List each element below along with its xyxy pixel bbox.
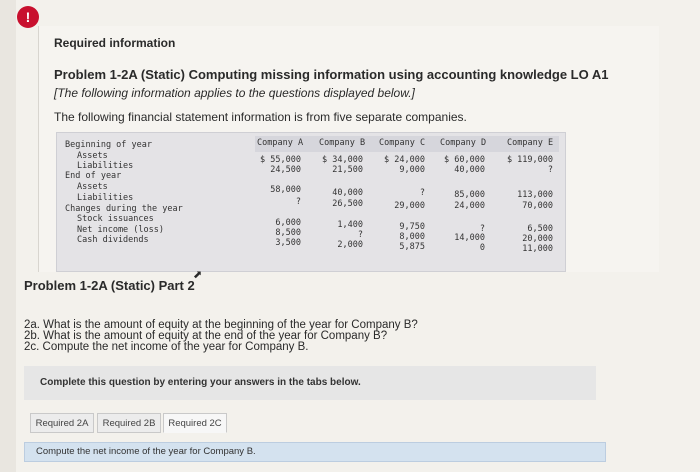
cell-net-income-b: ? [357, 230, 363, 240]
problem-title: Problem 1-2A (Static) Computing missing information using accounting knowledge LO A1 [54, 67, 609, 82]
row-label-changes: Changes during the year [65, 204, 183, 214]
cell-stock-e: 6,500 [527, 224, 553, 234]
cell-dividends-e: 11,000 [522, 244, 553, 254]
instruction-text: Complete this question by entering your answers in the tabs below. [40, 377, 361, 388]
cell-dividends-a: 3,500 [275, 238, 301, 248]
cell-dividends-d: 0 [479, 243, 485, 253]
cell-stock-b: 1,400 [337, 220, 363, 230]
row-label-end-assets: Assets [77, 182, 108, 192]
cell-begin-assets-a: $ 55,000 [260, 155, 301, 165]
cell-begin-assets-c: $ 24,000 [384, 155, 425, 165]
cell-end-assets-b: 40,000 [332, 188, 363, 198]
cell-begin-liab-e: ? [547, 165, 553, 175]
financial-data-table [56, 132, 566, 272]
answer-prompt-text: Compute the net income of the year for Company B. [36, 446, 256, 457]
tab-required-2b[interactable]: Required 2B [97, 413, 161, 433]
cell-net-income-d: 14,000 [454, 233, 485, 243]
cell-end-liab-c: 29,000 [394, 201, 425, 211]
cell-stock-a: 6,000 [275, 218, 301, 228]
row-label-stock: Stock issuances [77, 214, 154, 224]
cell-dividends-b: 2,000 [337, 240, 363, 250]
cell-net-income-e: 20,000 [522, 234, 553, 244]
row-label-beginning: Beginning of year [65, 140, 152, 150]
cell-end-liab-a: ? [295, 197, 301, 207]
cell-end-assets-d: 85,000 [454, 190, 485, 200]
alert-icon: ! [17, 6, 39, 28]
cell-begin-assets-d: $ 60,000 [444, 155, 485, 165]
cell-begin-assets-b: $ 34,000 [322, 155, 363, 165]
part-title: Problem 1-2A (Static) Part 2 [24, 278, 195, 293]
question-2a: 2a. What is the amount of equity at the beginning of the year for Company B? [24, 319, 418, 331]
cell-net-income-c: 8,000 [399, 232, 425, 242]
row-label-dividends: Cash dividends [77, 235, 149, 245]
mouse-cursor-icon: ⬈ [193, 269, 203, 281]
row-label-end: End of year [65, 171, 122, 181]
applies-note: [The following information applies to the questions displayed below.] [54, 86, 415, 100]
column-header-company-b: Company B [319, 138, 366, 148]
column-header-company-d: Company D [440, 138, 487, 148]
intro-text: The following financial statement information is from five separate companies. [54, 110, 467, 124]
cell-end-liab-e: 70,000 [522, 201, 553, 211]
row-label-end-liabilities: Liabilities [77, 193, 134, 203]
cell-begin-liab-d: 40,000 [454, 165, 485, 175]
column-header-company-c: Company C [379, 138, 426, 148]
cell-end-assets-c: ? [419, 188, 425, 198]
cell-begin-liab-a: 24,500 [270, 165, 301, 175]
cell-stock-d: ? [479, 224, 485, 234]
cell-end-assets-e: 113,000 [517, 190, 553, 200]
cell-begin-liab-c: 9,000 [399, 165, 425, 175]
required-information-heading: Required information [54, 36, 176, 50]
cell-begin-liab-b: 21,500 [332, 165, 363, 175]
cell-end-assets-a: 58,000 [270, 185, 301, 195]
row-label-net-income: Net income (loss) [77, 225, 164, 235]
cell-net-income-a: 8,500 [275, 228, 301, 238]
cell-stock-c: 9,750 [399, 222, 425, 232]
cell-begin-assets-e: $ 119,000 [506, 155, 553, 165]
column-header-company-a: Company A [257, 138, 304, 148]
tab-required-2a[interactable]: Required 2A [30, 413, 94, 433]
column-header-company-e: Company E [507, 138, 554, 148]
cell-end-liab-b: 26,500 [332, 199, 363, 209]
row-label-begin-assets: Assets [77, 151, 108, 161]
tab-required-2c[interactable]: Required 2C [163, 413, 227, 433]
cell-end-liab-d: 24,000 [454, 201, 485, 211]
cell-dividends-c: 5,875 [399, 242, 425, 252]
question-2c: 2c. Compute the net income of the year for Company B. [24, 341, 309, 353]
question-2b: 2b. What is the amount of equity at the end of the year for Company B? [24, 330, 388, 342]
row-label-begin-liabilities: Liabilities [77, 161, 134, 171]
